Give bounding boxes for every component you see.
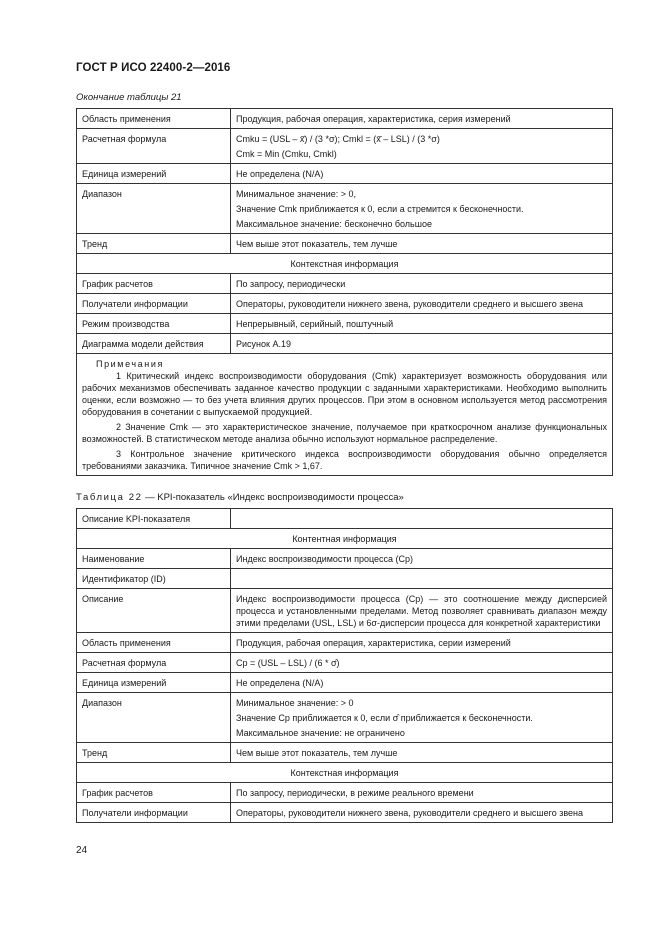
table-row <box>77 164 613 184</box>
table-22 <box>76 508 613 823</box>
range-line: Значение Cmk приближается к 0, если a стремится к бесконечности. <box>236 204 524 214</box>
row-label: Тренд <box>77 234 231 254</box>
table-row <box>77 653 613 673</box>
row-value <box>231 129 613 164</box>
row-label: Единица измерений <box>77 164 231 184</box>
range-line: Значение Cp приближается к 0, если σ̂ приближается к бесконечности. <box>236 713 533 723</box>
row-label: Расчетная формула <box>77 129 231 164</box>
row-value: Индекс воспроизводимости процесса (Cp) — это соотношение между дисперсией процесса и установленными пределами. Метод позволяет сравнивать диапазон между этими пределами (USL, LSL) и 6σ-дисперсии процесса для конкретной характеристики <box>231 589 613 633</box>
table-row <box>77 234 613 254</box>
section-header: Контентная информация <box>77 529 613 549</box>
document-code-header: ГОСТ Р ИСО 22400-2—2016 <box>76 62 231 74</box>
row-value <box>231 569 613 589</box>
note-3: 3 Контрольное значение критического индекса воспроизводимости оборудования обычно определяется требованиями заказчика. Типичное значение Cmk > 1,67. <box>82 449 607 471</box>
page-number: 24 <box>76 845 88 856</box>
row-value <box>231 693 613 743</box>
range-line: Максимальное значение: не ограничено <box>236 728 405 738</box>
notes-cell <box>77 354 613 476</box>
row-label: Описание KPI-показателя <box>77 509 231 529</box>
table-21-end <box>76 108 613 476</box>
row-value: Непрерывный, серийный, поштучный <box>231 314 613 334</box>
row-label: Область применения <box>77 109 231 129</box>
notes-title: Примечания <box>96 359 164 369</box>
table-row <box>77 294 613 314</box>
table-row <box>77 129 613 164</box>
table-22-caption <box>76 492 404 503</box>
table-row <box>77 274 613 294</box>
row-value: Чем выше этот показатель, тем лучше <box>231 234 613 254</box>
note-1: 1 Критический индекс воспроизводимости оборудования (Cmk) характеризует возможность оборудования или рабочих механизмов обеспечивать заданное качество продукции с заданными характеристиками. Необходимо выполнить оценки, если возможно — то без учета влияния других процессов. При этом в основном используется метод рассмотрения оборудования в сочетании с выпускаемой продукцией. <box>82 371 607 417</box>
note-2: 2 Значение Cmk — это характеристическое значение, получаемое при краткосрочном анализе функциональных возможностей. В статистическом методе анализа обычно используют нормальное распределение. <box>82 422 607 444</box>
row-label: Расчетная формула <box>77 653 231 673</box>
row-label: Тренд <box>77 743 231 763</box>
row-value: Индекс воспроизводимости процесса (Cp) <box>231 549 613 569</box>
table-row <box>77 589 613 633</box>
notes-row <box>77 354 613 476</box>
table-row <box>77 673 613 693</box>
section-header-row <box>77 763 613 783</box>
table-row <box>77 803 613 823</box>
table-row <box>77 509 613 529</box>
row-label: График расчетов <box>77 274 231 294</box>
table-row <box>77 184 613 234</box>
range-line: Максимальное значение: бесконечно большое <box>236 219 432 229</box>
row-label: Диапазон <box>77 693 231 743</box>
table-22-caption-text: — KPI-показатель «Индекс воспроизводимости процесса» <box>142 492 404 503</box>
row-label: Единица измерений <box>77 673 231 693</box>
range-line: Минимальное значение: > 0 <box>236 698 354 708</box>
table-row <box>77 743 613 763</box>
row-value: Cp = (USL – LSL) / (6 * σ̂) <box>231 653 613 673</box>
row-value <box>231 509 613 529</box>
section-header-row <box>77 254 613 274</box>
table-row <box>77 633 613 653</box>
range-line: Минимальное значение: > 0, <box>236 189 357 199</box>
row-value <box>231 184 613 234</box>
section-header: Контекстная информация <box>77 763 613 783</box>
row-label: Режим производства <box>77 314 231 334</box>
row-value: Не определена (N/A) <box>231 164 613 184</box>
row-value: Операторы, руководители нижнего звена, руководители среднего и высшего звена <box>231 294 613 314</box>
row-label: Идентификатор (ID) <box>77 569 231 589</box>
formula-line: Cmku = (USL – x̄̄) / (3 *σ); Cmkl = (x̄̄ – LSL) / (3 *σ) <box>236 134 440 144</box>
row-value: Продукция, рабочая операция, характеристика, серии измерений <box>231 633 613 653</box>
row-value: Рисунок А.19 <box>231 334 613 354</box>
row-label: Диапазон <box>77 184 231 234</box>
table-row <box>77 314 613 334</box>
row-label: Диаграмма модели действия <box>77 334 231 354</box>
table-row <box>77 569 613 589</box>
row-value: Не определена (N/A) <box>231 673 613 693</box>
row-value: Чем выше этот показатель, тем лучше <box>231 743 613 763</box>
table-row <box>77 693 613 743</box>
table-22-caption-label: Таблица 22 <box>76 492 143 503</box>
row-label: График расчетов <box>77 783 231 803</box>
row-value: Продукция, рабочая операция, характеристика, серия измерений <box>231 109 613 129</box>
formula-line: Cmk = Min (Cmku, Cmkl) <box>236 149 337 159</box>
row-value: По запросу, периодически <box>231 274 613 294</box>
table-row <box>77 549 613 569</box>
row-value: По запросу, периодически, в режиме реального времени <box>231 783 613 803</box>
section-header: Контекстная информация <box>77 254 613 274</box>
row-label: Описание <box>77 589 231 633</box>
row-label: Область применения <box>77 633 231 653</box>
table-21-continuation-caption: Окончание таблицы 21 <box>76 92 182 103</box>
table-row <box>77 334 613 354</box>
row-label: Получатели информации <box>77 294 231 314</box>
row-value: Операторы, руководители нижнего звена, руководители среднего и высшего звена <box>231 803 613 823</box>
table-row <box>77 109 613 129</box>
table-row <box>77 783 613 803</box>
row-label: Наименование <box>77 549 231 569</box>
section-header-row <box>77 529 613 549</box>
row-label: Получатели информации <box>77 803 231 823</box>
